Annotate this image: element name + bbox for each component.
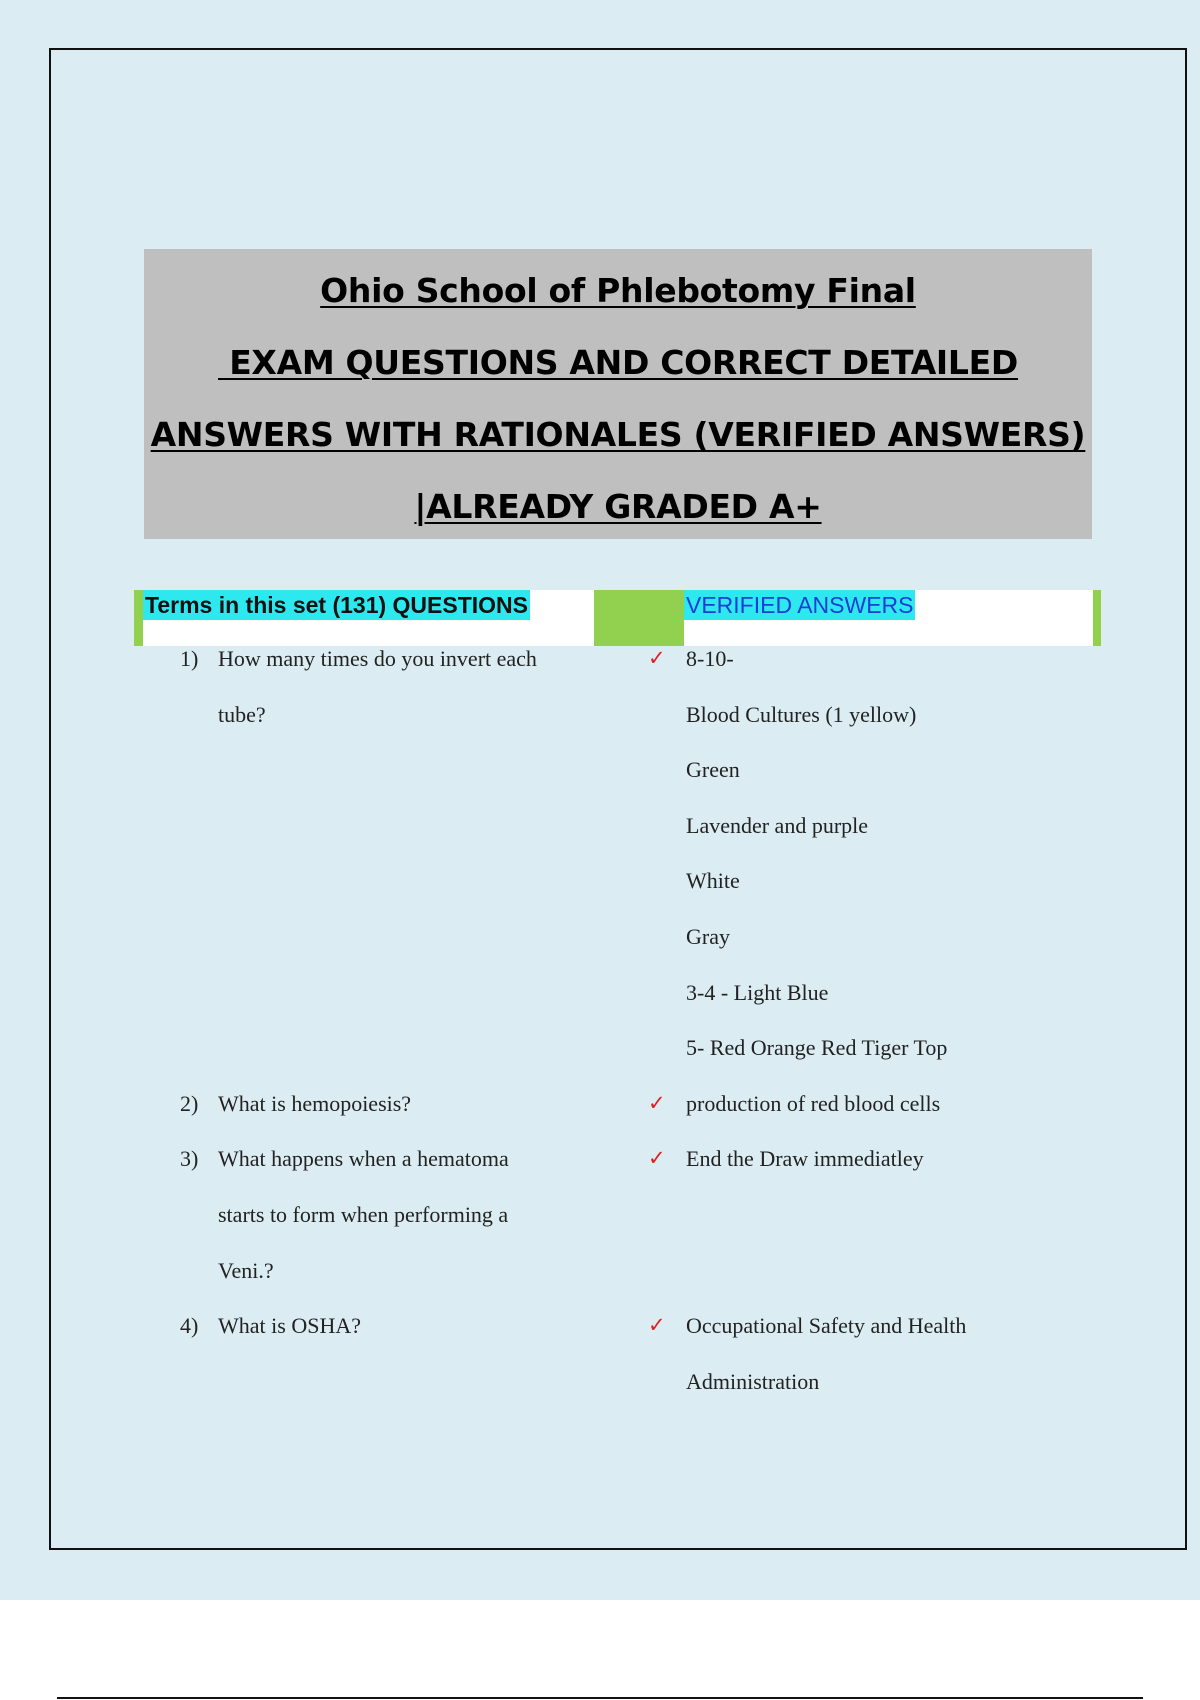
title-box — [144, 249, 1092, 539]
check-icon: ✓ — [648, 1146, 666, 1170]
check-icon: ✓ — [648, 646, 666, 670]
answers-header-label: VERIFIED ANSWERS — [686, 592, 914, 618]
answer-text: 5- Red Orange Red Tiger Top — [686, 1035, 948, 1060]
questions-header — [134, 590, 594, 646]
title-line-3: ANSWERS WITH RATIONALES (VERIFIED ANSWERS) — [150, 415, 1086, 454]
answer-text: Administration — [686, 1369, 820, 1394]
answer-text: Occupational Safety and Health — [686, 1313, 967, 1338]
question-text: How many times do you invert each — [218, 646, 537, 671]
answer-text: Blood Cultures (1 yellow) — [686, 702, 917, 727]
answer-text: Lavender and purple — [686, 813, 869, 838]
question-number: 1) — [180, 646, 199, 671]
question-text: What happens when a hematoma — [218, 1146, 509, 1171]
question-text: What is hemopoiesis? — [218, 1091, 412, 1116]
title-line-2: EXAM QUESTIONS AND CORRECT DETAILED — [218, 343, 1018, 382]
answer-text: 8-10- — [686, 646, 734, 671]
answer-text: 3-4 - Light Blue — [686, 980, 829, 1005]
answers-header — [684, 590, 1101, 646]
answer-text: production of red blood cells — [686, 1091, 941, 1116]
questions-header-label: Terms in this set (131) QUESTIONS — [145, 592, 529, 618]
question-number: 3) — [180, 1146, 199, 1171]
title-line-1: Ohio School of Phlebotomy Final — [320, 271, 916, 310]
answer-text: Green — [686, 757, 740, 782]
question-text: starts to form when performing a — [218, 1202, 509, 1227]
header-divider-cell — [594, 590, 684, 646]
title-line-4: |ALREADY GRADED A+ — [414, 487, 822, 526]
question-number: 4) — [180, 1313, 199, 1338]
check-icon: ✓ — [648, 1091, 666, 1115]
answer-text: End the Draw immediatley — [686, 1146, 924, 1171]
answer-text: Gray — [686, 924, 730, 949]
bottom-divider — [57, 1697, 1143, 1699]
check-icon: ✓ — [648, 1313, 666, 1337]
answer-text: White — [686, 868, 740, 893]
question-text: What is OSHA? — [218, 1313, 361, 1338]
question-text: Veni.? — [218, 1258, 274, 1283]
question-number: 2) — [180, 1091, 199, 1116]
question-text: tube? — [218, 702, 266, 727]
